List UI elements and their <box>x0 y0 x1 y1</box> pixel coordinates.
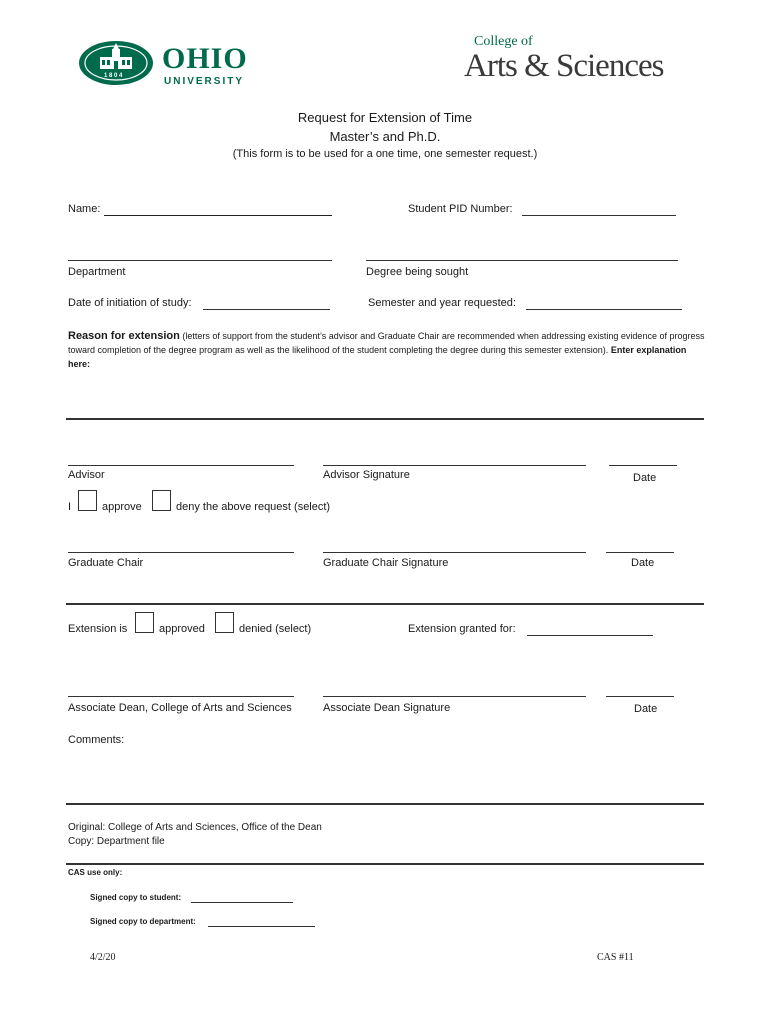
ohio-university-logo <box>78 40 268 88</box>
reason-bold-label: Reason for extension <box>68 330 180 342</box>
date-initiation-field[interactable] <box>203 309 330 310</box>
seal-year: 1 8 0 4 <box>104 73 123 79</box>
graduate-chair-date-label: Date <box>631 557 655 569</box>
divider-rule <box>66 803 704 805</box>
original-distribution: Original: College of Arts and Sciences, Office of the Dean <box>68 822 322 833</box>
reason-paragraph <box>68 329 708 371</box>
deny-checkbox[interactable] <box>152 490 171 511</box>
form-subtitle: Master’s and Ph.D. <box>329 129 441 144</box>
university-wordmark: UNIVERSITY <box>164 76 245 87</box>
signed-copy-department-label: Signed copy to department: <box>90 917 196 926</box>
extension-denied-checkbox[interactable] <box>215 612 234 633</box>
extension-granted-for-field[interactable] <box>527 635 653 636</box>
extension-denied-label: denied (select) <box>239 623 312 635</box>
copy-distribution: Copy: Department file <box>68 836 165 847</box>
advisor-field[interactable] <box>68 465 294 466</box>
associate-dean-date-field[interactable] <box>606 696 674 697</box>
comments-label: Comments: <box>68 734 125 746</box>
form-note: (This form is to be used for a one time, one semester request.) <box>232 148 538 160</box>
approve-label: approve <box>102 501 142 513</box>
graduate-chair-signature-field[interactable] <box>323 552 586 553</box>
divider-rule <box>66 418 704 420</box>
graduate-chair-label: Graduate Chair <box>68 557 144 569</box>
arts-sciences-wordmark: Arts & Sciences <box>464 48 664 84</box>
graduate-chair-date-field[interactable] <box>606 552 674 553</box>
degree-label: Degree being sought <box>366 266 469 278</box>
student-pid-field[interactable] <box>522 215 676 216</box>
signed-copy-student-field[interactable] <box>191 902 293 903</box>
semester-requested-label: Semester and year requested: <box>368 297 516 309</box>
ohio-wordmark: OHIO <box>162 42 248 75</box>
extension-approved-checkbox[interactable] <box>135 612 154 633</box>
graduate-chair-field[interactable] <box>68 552 294 553</box>
name-label: Name: <box>68 203 101 215</box>
extension-granted-for-label: Extension granted for: <box>408 623 516 635</box>
advisor-signature-field[interactable] <box>323 465 586 466</box>
explanation-area[interactable] <box>66 380 704 418</box>
associate-dean-label: Associate Dean, College of Arts and Sciences <box>68 702 292 714</box>
enter-explanation-label: Enter explanation here: <box>68 345 687 369</box>
semester-requested-field[interactable] <box>526 309 682 310</box>
graduate-chair-signature-label: Graduate Chair Signature <box>323 557 449 569</box>
date-initiation-label: Date of initiation of study: <box>68 297 192 309</box>
name-field[interactable] <box>104 215 332 216</box>
ohio-seal-icon <box>78 40 154 86</box>
form-number: CAS #11 <box>597 952 634 963</box>
form-title: Request for Extension of Time <box>297 110 473 125</box>
comments-area[interactable] <box>66 752 704 802</box>
extension-is-label: Extension is <box>68 623 128 635</box>
advisor-label: Advisor <box>68 469 105 481</box>
signed-copy-student-label: Signed copy to student: <box>90 893 182 902</box>
associate-dean-field[interactable] <box>68 696 294 697</box>
advisor-date-field[interactable] <box>609 465 677 466</box>
reason-text: (letters of support from the student’s advisor and Graduate Chair are recommended when addressing existing evidence of progress toward completion of the degree program as well as the likelihood of the student completing the degree during this semester extension). <box>68 331 705 355</box>
approve-checkbox[interactable] <box>78 490 97 511</box>
arts-sciences-logo <box>464 34 694 94</box>
cas-use-heading: CAS use only: <box>68 868 123 877</box>
department-label: Department <box>68 266 126 278</box>
college-of-wordmark: College of <box>474 34 533 49</box>
deny-label: deny the above request (select) <box>176 501 331 513</box>
associate-dean-date-label: Date <box>634 703 658 715</box>
form-date: 4/2/20 <box>90 952 116 963</box>
divider-rule <box>66 863 704 865</box>
student-pid-label: Student PID Number: <box>408 203 513 215</box>
department-field[interactable] <box>68 260 332 261</box>
i-label: I <box>68 501 72 513</box>
associate-dean-signature-label: Associate Dean Signature <box>323 702 451 714</box>
extension-approved-label: approved <box>159 623 205 635</box>
associate-dean-signature-field[interactable] <box>323 696 586 697</box>
advisor-date-label: Date <box>633 472 657 484</box>
degree-field[interactable] <box>366 260 678 261</box>
signed-copy-department-field[interactable] <box>208 926 315 927</box>
divider-rule <box>66 603 704 605</box>
advisor-signature-label: Advisor Signature <box>323 469 410 481</box>
